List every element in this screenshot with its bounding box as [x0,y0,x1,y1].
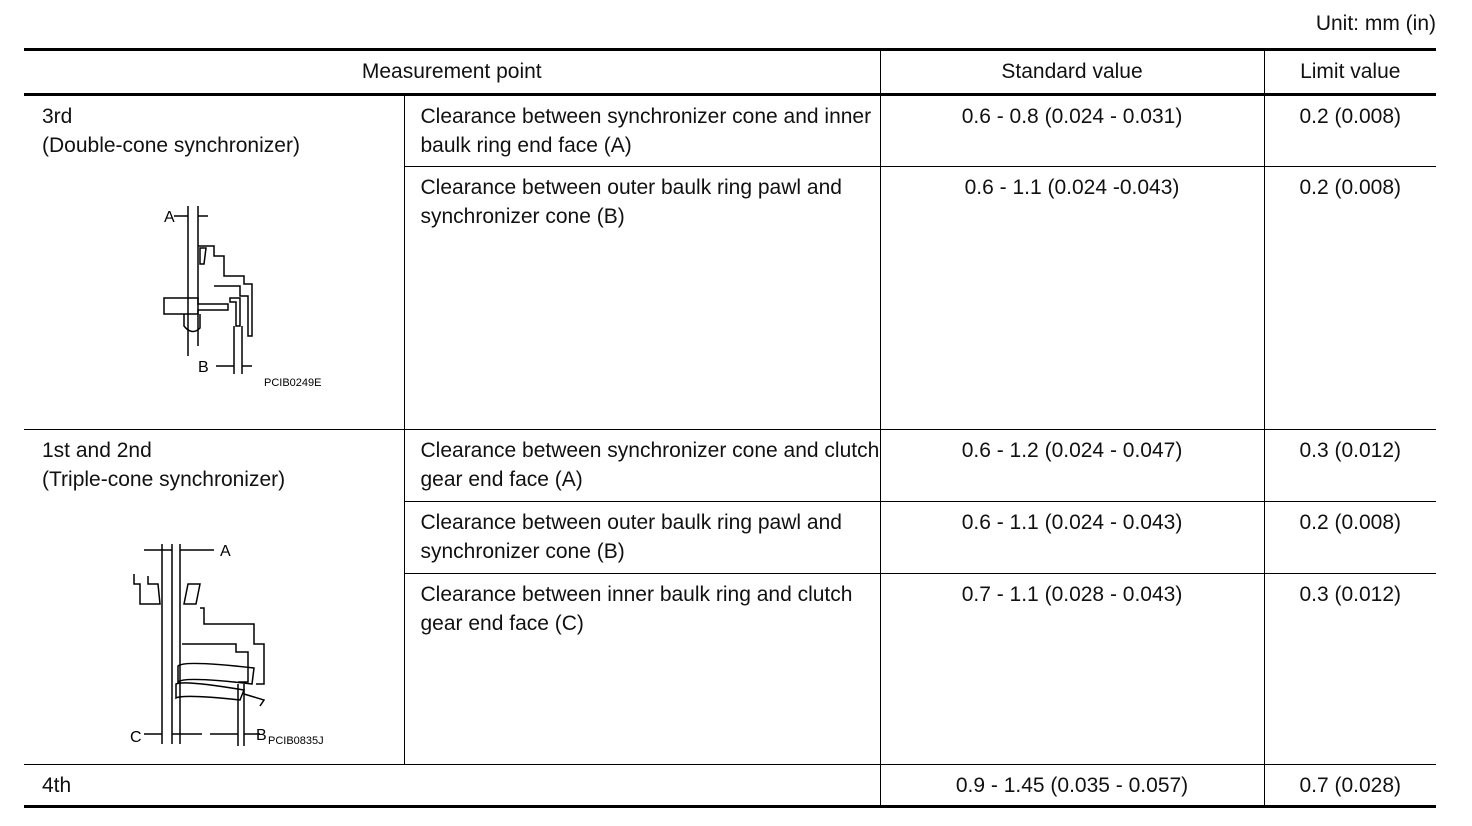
limit-value-cell: 0.3 (0.012) [1264,574,1436,765]
synchronizer-type: (Triple-cone synchronizer) [42,468,286,491]
header-measurement-point: Measurement point [24,50,880,95]
table-row [24,765,1436,807]
table-row [24,95,1436,167]
triple-cone-synchronizer-figure [104,534,354,754]
measurement-point-cell: Clearance between outer baulk ring pawl and synchronizer cone (B) [404,502,880,574]
standard-value-cell: 0.6 - 1.1 (0.024 -0.043) [880,167,1264,430]
measurement-point-cell: Clearance between inner baulk ring and clutch gear end face (C) [404,574,880,765]
figure-code: PCIB0249E [264,377,322,389]
table-row [24,430,1436,502]
header-limit-value: Limit value [1264,50,1436,95]
figure-code: PCIB0835J [268,735,324,747]
measurement-point-cell: Clearance between synchronizer cone and clutch gear end face (A) [404,430,880,502]
limit-value-cell: 0.7 (0.028) [1264,765,1436,807]
figure-label-c: C [130,729,142,746]
gear-cell-4th: 4th [24,765,404,807]
limit-value-cell: 0.2 (0.008) [1264,167,1436,430]
limit-value-cell: 0.2 (0.008) [1264,502,1436,574]
measurement-point-cell [404,765,880,807]
gear-cell-1st-2nd [24,430,404,765]
measurement-point-cell: Clearance between outer baulk ring pawl and synchronizer cone (B) [404,167,880,430]
header-standard-value: Standard value [880,50,1264,95]
gear-name: 1st and 2nd [42,439,152,462]
figure-label-b: B [256,727,267,744]
figure-label-b: B [198,359,209,376]
header-row [24,50,1436,95]
standard-value-cell: 0.9 - 1.45 (0.035 - 0.057) [880,765,1264,807]
double-cone-synchronizer-figure [144,206,364,396]
standard-value-cell: 0.7 - 1.1 (0.028 - 0.043) [880,574,1264,765]
gear-name: 3rd [42,105,73,128]
unit-label: Unit: mm (in) [1315,12,1436,35]
standard-value-cell: 0.6 - 1.1 (0.024 - 0.043) [880,502,1264,574]
figure-label-a: A [164,209,175,226]
synchronizer-type: (Double-cone synchronizer) [42,134,300,157]
standard-value-cell: 0.6 - 0.8 (0.024 - 0.031) [880,95,1264,167]
gear-cell-3rd [24,95,404,430]
figure-label-a: A [220,543,231,560]
clearance-spec-table [24,48,1436,808]
measurement-point-cell: Clearance between synchronizer cone and inner baulk ring end face (A) [404,95,880,167]
limit-value-cell: 0.3 (0.012) [1264,430,1436,502]
limit-value-cell: 0.2 (0.008) [1264,95,1436,167]
standard-value-cell: 0.6 - 1.2 (0.024 - 0.047) [880,430,1264,502]
